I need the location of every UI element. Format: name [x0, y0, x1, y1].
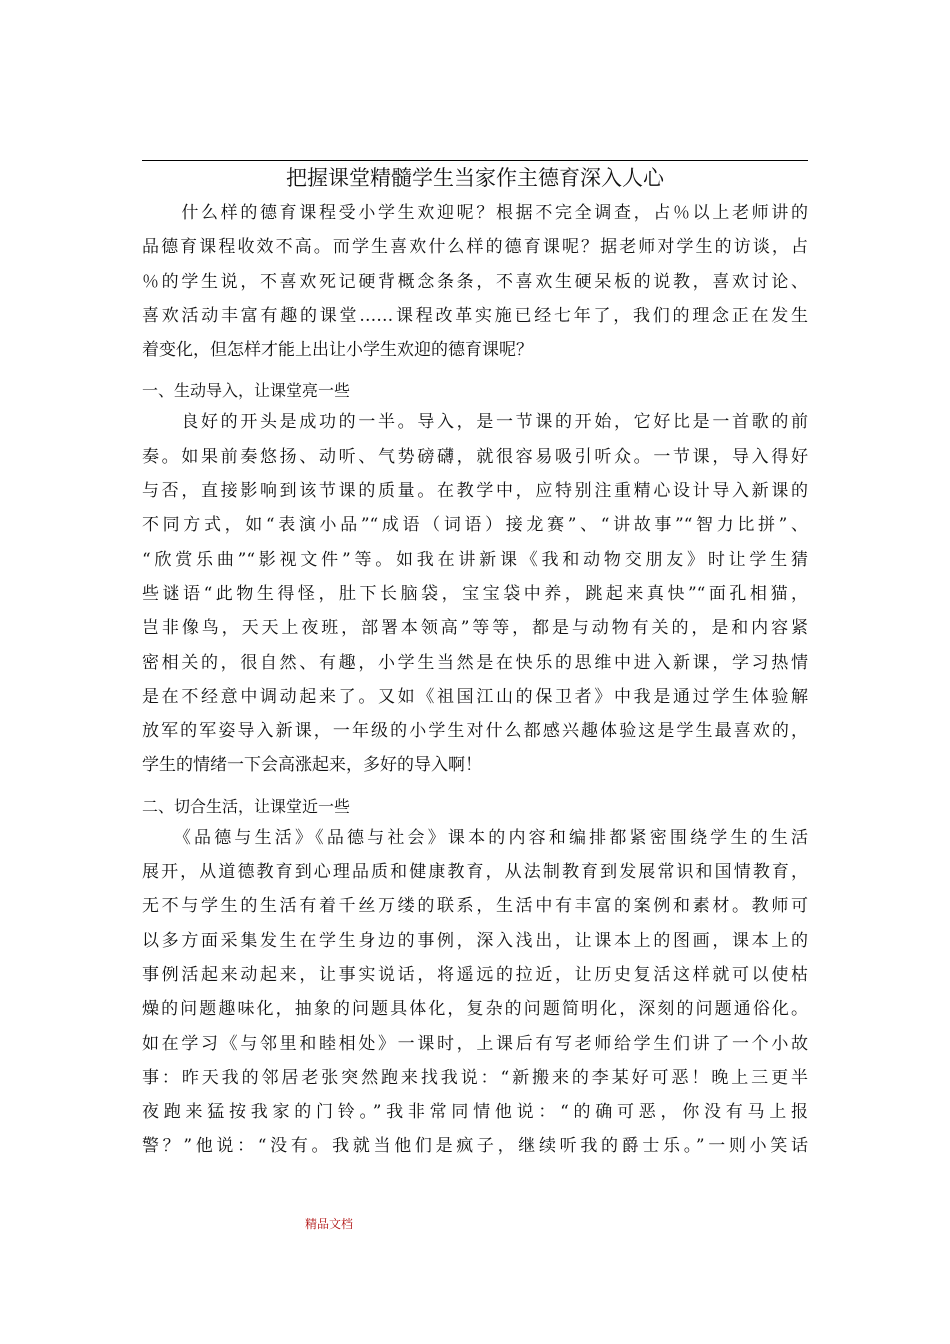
- document-body: [142, 196, 808, 1164]
- section-1-line: 些谜语“此物生得怪，肚下长脑袋，宝宝袋中养，跳起来真快”“面孔相猫，: [142, 583, 808, 604]
- section-2-line: 无不与学生的生活有着千丝万缕的联系，生活中有丰富的案例和素材。教师可: [142, 896, 808, 917]
- header-rule: [142, 160, 808, 161]
- section-2-paragraph: [142, 821, 808, 1164]
- section-2-line: 展开，从道德教育到心理品质和健康教育，从法制教育到发展常识和国情教育，: [142, 862, 808, 883]
- section-heading-2: 二、切合生活，让课堂近一些: [142, 796, 351, 816]
- section-2-line: 事：昨天我的邻居老张突然跑来找我说：“新搬来的李某好可恶！晚上三更半: [142, 1067, 808, 1088]
- intro-line: ％的学生说，不喜欢死记硬背概念条条，不喜欢生硬呆板的说教，喜欢讨论、: [142, 271, 808, 292]
- section-2-line: 事例活起来动起来，让事实说话，将遥远的拉近，让历史复活这样就可以使枯: [142, 964, 808, 985]
- section-1-paragraph: [142, 405, 808, 782]
- section-2-line: 以多方面采集发生在学生身边的事例，深入浅出，让课本上的图画，课本上的: [142, 930, 808, 951]
- section-1-line: 不同方式，如“表演小品”“成语（词语）接龙赛”、“讲故事”“智力比拼”、: [142, 515, 808, 536]
- intro-line: 品德育课程收效不高。而学生喜欢什么样的德育课呢？据老师对学生的访谈，占: [142, 237, 808, 258]
- intro-paragraph: [142, 196, 808, 367]
- document-title: 把握课堂精髓学生当家作主德育深入人心: [286, 166, 664, 190]
- section-2-line: 《品德与生活》《品德与社会》课本的内容和编排都紧密围绕学生的生活: [142, 827, 808, 848]
- section-2-line: 警？”他说：“没有。我就当他们是疯子，继续听我的爵士乐。”一则小笑话: [142, 1136, 808, 1157]
- intro-line: 什么样的德育课程受小学生欢迎呢？根据不完全调查，占％以上老师讲的: [142, 203, 808, 223]
- intro-line: 着变化，但怎样才能上出让小学生欢迎的德育课呢？: [142, 340, 533, 361]
- section-2-line: 燥的问题趣味化，抽象的问题具体化，复杂的问题简明化，深刻的问题通俗化。: [142, 999, 808, 1020]
- footer-label: 精品文档: [305, 1217, 354, 1231]
- section-1-line: 密相关的，很自然、有趣，小学生当然是在快乐的思维中进入新课，学习热情: [142, 652, 808, 673]
- section-1-line: 放军的军姿导入新课，一年级的小学生对什么都感兴趣体验这是学生最喜欢的，: [142, 721, 808, 742]
- section-1-line: 是在不经意中调动起来了。又如《祖国江山的保卫者》中我是通过学生体验解: [142, 686, 808, 707]
- section-heading-1: 一、生动导入，让课堂亮一些: [142, 381, 351, 401]
- section-1-line: 与否，直接影响到该节课的质量。在教学中，应特别注重精心设计导入新课的: [142, 481, 808, 502]
- section-1-line: “欣赏乐曲”“影视文件”等。如我在讲新课《我和动物交朋友》时让学生猜: [142, 549, 808, 570]
- section-2-line: 夜跑来猛按我家的门铃。”我非常同情他说：“的确可恶，你没有马上报: [142, 1102, 808, 1123]
- intro-line: 喜欢活动丰富有趣的课堂……课程改革实施已经七年了，我们的理念正在发生: [142, 305, 808, 326]
- section-1-line: 学生的情绪一下会高涨起来，多好的导入啊！: [142, 755, 482, 776]
- section-1-line: 岂非像鸟，天天上夜班，部署本领高”等等，都是与动物有关的，是和内容紧: [142, 618, 808, 639]
- section-1-line: 奏。如果前奏悠扬、动听、气势磅礴，就很容易吸引听众。一节课，导入得好: [142, 446, 808, 467]
- section-2-line: 如在学习《与邻里和睦相处》一课时，上课后有写老师给学生们讲了一个小故: [142, 1033, 808, 1054]
- section-1-line: 良好的开头是成功的一半。导入，是一节课的开始，它好比是一首歌的前: [142, 412, 808, 433]
